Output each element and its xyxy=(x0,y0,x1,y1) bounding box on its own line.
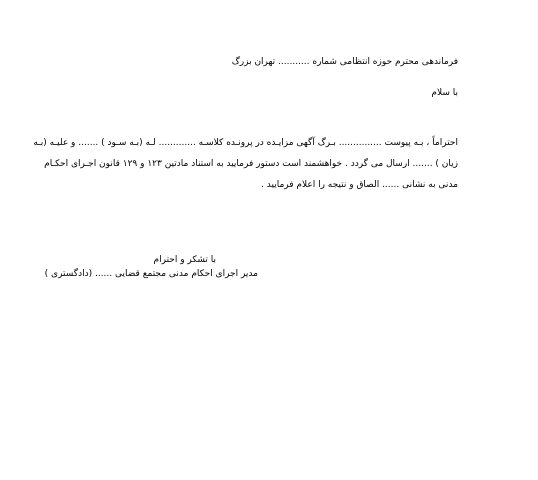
body-line: احتراماً ، بـه پیوست ............... بـرگ آگهی مزایـده در پرونـده کلاسـه ............. لـه (بـه سـود ) ....... و علیـه (بـه xyxy=(33,138,458,148)
signature-line: مدیر اجرای احکام مدنی مجتمع قضایی ...... (دادگستری ) xyxy=(44,269,258,279)
closing-line: با تشکر و احترام xyxy=(153,255,216,265)
letter-body xyxy=(33,133,458,196)
addressee-line: فرماندهی محترم حوزه انتظامی شماره ........... تهران بزرگ xyxy=(231,57,458,67)
body-line: مدنی به نشانی ...... الصاق و نتیجه را اعلام فرمایید . xyxy=(261,180,458,190)
greeting-line: با سلام xyxy=(431,88,458,98)
body-line: زیان ) ....... ارسال می گردد . خواهشمند است دستور فرمایید به استناد مادتین ۱۲۳ و ۱۲۹ قانون اجـرای احکـام xyxy=(44,159,458,169)
